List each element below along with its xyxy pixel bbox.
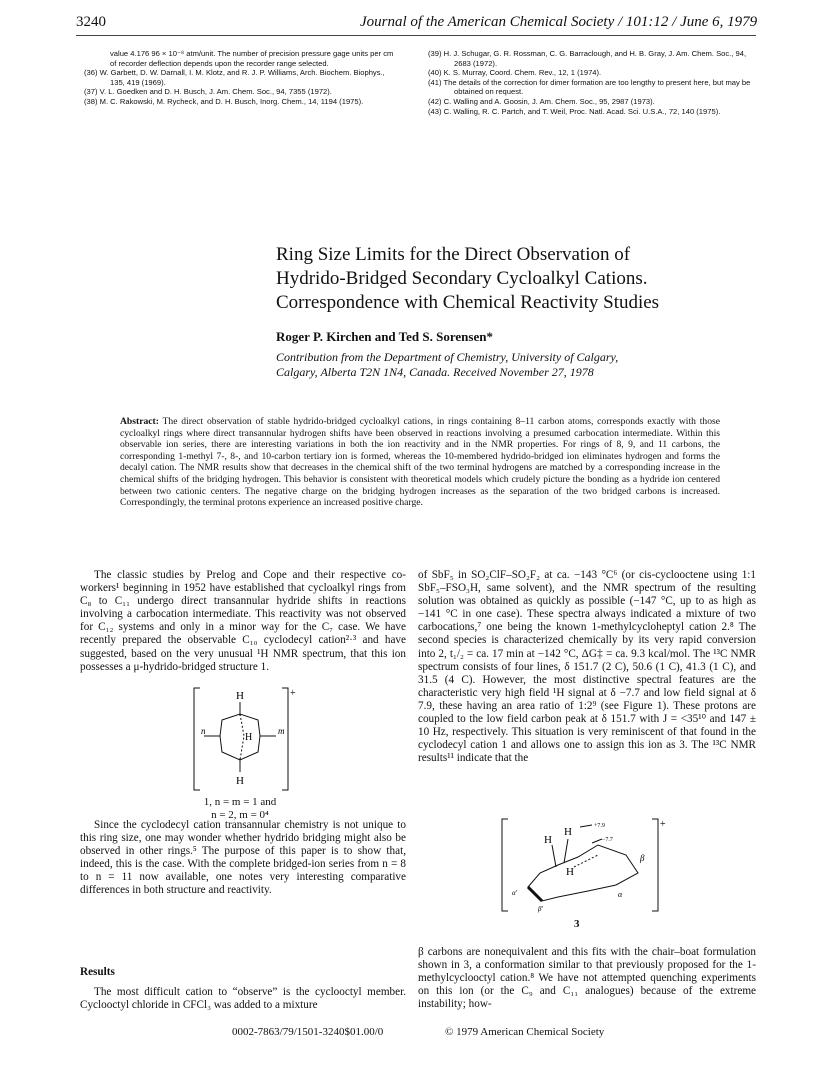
h-top-label: H <box>236 690 244 702</box>
reference-41: (41) The details of the correction for dimer formation are too lengthy to present here, but may be obtained on request. <box>428 77 751 97</box>
reference-43: (43) C. Walling, R. C. Partch, and T. Weil, Proc. Natl. Acad. Sci. U.S.A., 72, 140 (1975). <box>428 106 721 116</box>
references-left <box>84 49 398 107</box>
right-bracket <box>282 688 288 790</box>
reference-continuation: value 4.176 96 × 10⁻⁸ atm/unit. The number of precision pressure gage units per cm of recorder deflection depends upon the recorder range selected. <box>110 49 394 68</box>
m-label: m <box>278 726 285 736</box>
reference-38: (38) M. C. Rakowski, M. Rycheck, and D. H. Busch, Inorg. Chem., 14, 1194 (1975). <box>84 96 364 106</box>
caption-line-1: 1, n = m = 1 and <box>203 796 277 808</box>
paragraph-right-continued: β carbons are nonequivalent and this fits with the chair–boat formulation shown in 3, a conformation similar to that previously proposed for the 1-methylcyclooctyl cation.⁸ We have not attempted quenching experiments on this ion (or the C₉ and C₁₁ analogues) because of the extreme instability; how- <box>418 946 756 1011</box>
structure-3-label: 3 <box>574 918 580 930</box>
wedge-bond <box>528 887 542 901</box>
body-paragraph-1 <box>80 569 406 674</box>
paragraph-intro: The classic studies by Prelog and Cope and their respective co-workers¹ beginning in 1952 have established that cycloalkyl rings from C₈ to C₁₁ undergo direct transannular hydride shifts in reactions involving a carbocation intermediate. This reactivity was not observed for C₁₂ systems and only in a minor way for the C₇ case. We have recently prepared the observable C₁₀ cyclodecyl cation²·³ and have suggested, based on the very unusual ¹H NMR spectrum, that this ion possesses a μ-hydrido-bridged structure 1. <box>80 569 406 673</box>
footer-code: 0002-7863/79/1501-3240$01.00/0 <box>232 1026 384 1038</box>
caption-line-2: n = 2, m = 0⁴ <box>211 809 269 821</box>
h-bottom-label: H <box>236 775 244 787</box>
body-paragraph-4 <box>418 946 756 1011</box>
title-line-3: Correspondence with Chemical Reactivity Studies <box>276 292 660 313</box>
article-title <box>276 243 736 315</box>
title-line-1: Ring Size Limits for the Direct Observation of <box>276 244 631 265</box>
authors: Roger P. Kirchen and Ted S. Sorensen* <box>276 329 493 344</box>
body-paragraph-3 <box>80 986 406 1012</box>
alpha-prime-label: α' <box>512 889 518 897</box>
beta-label: β <box>640 853 645 863</box>
title-line-2: Hydrido-Bridged Secondary Cycloalkyl Cations. <box>276 268 648 289</box>
h-left-label: H <box>544 834 552 846</box>
paragraph-second: Since the cyclodecyl cation transannular chemistry is not unique to this ring size, one may wonder whether hydrido bridging might also be observed in other rings.⁵ The purpose of this paper is to show that, indeed, this is the case. With the complete bridged-ion series from n = 8 to n = 11 now available, one notes very interesting comparative differences in both structure and reactivity. <box>80 819 406 897</box>
reference-42: (42) C. Walling and A. Goosin, J. Am. Chem. Soc., 95, 2987 (1973). <box>428 96 655 106</box>
h-mid-label: H <box>566 866 574 878</box>
affiliation-line-2: Calgary, Alberta T2N 1N4, Canada. Received November 27, 1978 <box>276 365 594 379</box>
charge-label: + <box>290 688 296 699</box>
structure-3-diagram <box>498 815 668 915</box>
journal-header: Journal of the American Chemical Society / 101:12 / June 6, 1979 <box>360 14 758 30</box>
shift-low-label: −7.7 <box>602 837 613 843</box>
page-number: 3240 <box>76 14 106 30</box>
references-right <box>428 49 758 116</box>
abstract <box>120 416 720 509</box>
body-right-column <box>418 569 756 765</box>
results-heading: Results <box>80 966 115 978</box>
header-rule <box>76 35 756 36</box>
left-bracket <box>502 819 508 911</box>
paragraph-right: of SbF₅ in SO₂ClF–SO₂F₂ at ca. −143 °C⁶ (or cis-cyclooctene using 1:1 SbF₅–FSO₃H, same solvent), and the NMR spectrum of the resulting solution was obtained as quickly as possible (−147 °C, up to as high as −141 °C in one case). These spectra always indicated a mixture of two carbocations,⁷ one being the known 1-methylcycloheptyl cation 2.⁸ The second species is characterized chemically by its very rapid conversion into 2, t₁/₂ = ca. 17 min at −142 °C, ΔG‡ = ca. 9.3 kcal/mol. The ¹³C NMR spectrum consists of four lines, δ 151.7 (2 C), 50.6 (1 C), 41.3 (1 C), and 31.5 (4 C). However, the most distinctive spectral features are the characteristic very high field ¹H signal at δ −7.7 and low field signal at δ 7.9, these having an area ratio of 1:2⁹ (see Figure 1). These protons are coupled to the low field carbon peak at δ 151.7 with J = <35¹⁰ and 147 ± 10 Hz, respectively. This situation is very reminiscent of that found in the cyclodecyl cation 1 and allows one to assign this ion as 3. The ¹³C NMR results¹¹ indicate that the <box>418 569 756 765</box>
ring-outline <box>220 714 260 760</box>
reference-37: (37) V. L. Goedken and D. H. Busch, J. Am. Chem. Soc., 94, 7355 (1972). <box>84 87 332 97</box>
shift-arrow-low <box>592 839 602 843</box>
bond-h-top <box>564 839 568 863</box>
body-paragraph-2 <box>80 819 406 898</box>
abstract-text: The direct observation of stable hydrido-bridged cycloalkyl cations, in rings containing 8–11 carbon atoms, corresponds exactly with those cycloalkyl rings where direct transannular hydrogen shifts have been observed in reactions involving a presumed carbocation intermediate. Within this observable ion series, there are interesting variations in both the ion reactivity and in the NMR properties. For rings of 8, 9, and 11 carbons, the corresponding 1-methyl 7-, 8-, and 10-carbon tertiary ion is formed, whereas the 10-membered hydrido-bridged ion eliminates hydrogen and forms the decalyl cation. The NMR results show that decreases in the chemical shift of the two terminal hydrogens are matched by a corresponding increase in the chemical shifts of the bridging hydrogen. This behavior is consistent with theoretical models which crudely picture the bonding as a hydride ion centered between two cationic centers. The negative charge on the bridging hydrogen increases as the separation of the two bridged carbons is increased. Correspondingly, the terminal protons experience an increased positive charge. <box>120 416 720 509</box>
abstract-label: Abstract: <box>120 416 159 427</box>
bridging-bonds <box>240 714 244 760</box>
left-bracket <box>194 688 200 790</box>
footer-copyright: © 1979 American Chemical Society <box>445 1026 605 1038</box>
structure-1-diagram <box>190 684 300 794</box>
right-bracket <box>652 819 658 911</box>
reference-36: (36) W. Garbett, D. W. Darnall, I. M. Klotz, and R. J. P. Williams, Arch. Biochem. Biophys., 135, 419 (1969). <box>84 68 385 87</box>
reference-40: (40) K. S. Murray, Coord. Chem. Rev., 12, 1 (1974). <box>428 68 602 78</box>
affiliation-line-1: Contribution from the Department of Chemistry, University of Calgary, <box>276 350 619 364</box>
n-label: n <box>201 726 206 736</box>
affiliation <box>276 350 736 380</box>
beta-prime-label: β' <box>538 905 543 913</box>
h-top-label: H <box>564 826 572 838</box>
charge-label: + <box>660 819 666 830</box>
reference-39: (39) H. J. Schugar, G. R. Rossman, C. G. Barraclough, and H. B. Gray, J. Am. Chem. Soc., 94, 2683 (1972). <box>428 49 747 68</box>
paragraph-results: The most difficult cation to “observe” is the cyclooctyl member. Cyclooctyl chloride in CFCl₃ was added to a mixture <box>80 986 406 1012</box>
h-mid-label: H <box>245 732 253 743</box>
alpha-label: α <box>618 890 623 899</box>
bond-h-left <box>552 845 556 867</box>
shift-high-label: +7.9 <box>594 823 605 829</box>
shift-arrow-high <box>580 825 592 827</box>
